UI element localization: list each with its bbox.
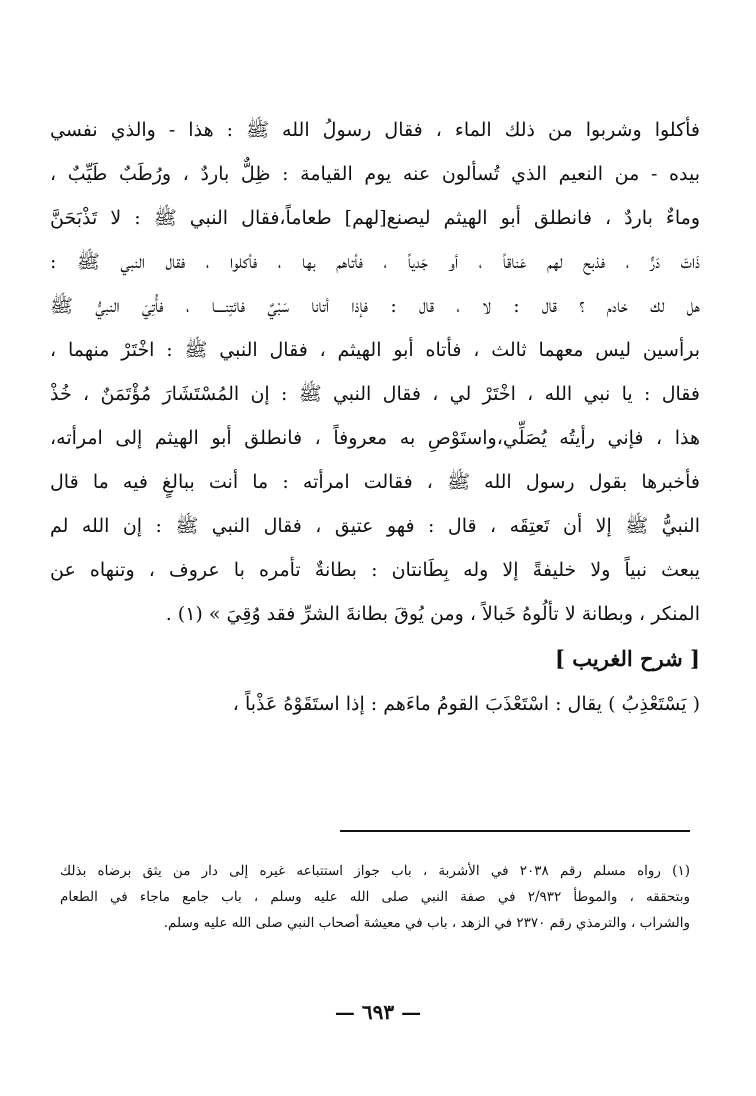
- text-line-1: فأكلوا وشربوا من ذلك الماء ، فقال رسولُ الله ﷺ : هذا - والذي نفسي: [50, 119, 700, 141]
- footnote-line-2: وبتحققه ، والموطأ ٢/٩٣٢ في صفة النبي صلى الله عليه وسلم ، باب جامع ماجاء في الطعام: [60, 889, 690, 905]
- footnote-divider: [340, 830, 690, 832]
- text-line-12: المنكر ، وبطانة لا تألُوهُ خَبالاً ، ومن يُوقَ بطانةَ الشرِّ فقد وُقِيَ » (١) .: [165, 603, 700, 625]
- text-line-5: هل لك خادم ؟ قال : لا ، قال : فإذا أتانا سَبْيٌ فائتِنــــا ، فأُتِيَ النبيُّ ﷺ: [50, 295, 700, 317]
- text-line-3: وماءٌ باردٌ ، فانطلق أبو الهيثم ليصنع[لهم] طعاماً،فقال النبي ﷺ : لا تَذْبَحَنَّ: [50, 207, 700, 229]
- text-line-9: فأخبرها بقول رسول الله ﷺ ، فقالت امرأته : ما أنت ببالغٍ فيه ما قال: [50, 471, 700, 493]
- gharib-entry: ( يَسْتَعْذِبُ ) يقال : اسْتَعْذَبَ القومُ ماءَهم : إذا استَقَوْهُ عَذْباً ،: [232, 693, 700, 715]
- footnote-line-3: والشراب ، والترمذي رقم ٢٣٧٠ في الزهد ، باب في معيشة أصحاب النبي صلى الله عليه وسلم.: [163, 915, 690, 931]
- gharib-heading: [ شرح الغريب ]: [555, 646, 700, 671]
- text-line-7: فقال : يا نبي الله ، اخْتَرْ لي ، فقال النبي ﷺ : إن المُسْتَشَارَ مُؤْتَمَنٌ ، خُذْ: [50, 383, 700, 405]
- footnote-line-1: (١) رواه مسلم رقم ٢٠٣٨ في الأشربة ، باب جواز استتباعه غيره إلى دار من يثق برضاه بذلك: [60, 863, 690, 879]
- text-line-6: برأسين ليس معهما ثالث ، فأتاه أبو الهيثم ، فقال النبي ﷺ : اخْتَرْ منهما ،: [50, 339, 700, 361]
- text-line-10: النبيُّ ﷺ إلا أن تَعتِقَه ، قال : فهو عتيق ، فقال النبي ﷺ : إن الله لم: [50, 515, 700, 537]
- footnotes-block: [60, 858, 690, 936]
- text-line-11: يبعث نبياً ولا خليفةً إلا وله بِطَانتان : بطانةٌ تأمره با عروف ، وتنهاه عن: [50, 559, 700, 581]
- main-text-block: [50, 108, 700, 726]
- text-line-8: هذا ، فإني رأيتُه يُصَلِّي،واستَوْصِ به معروفاً ، فانطلق أبو الهيثم إلى امرأته،: [50, 427, 700, 449]
- page-number: — ٦٩٣ —: [334, 1000, 422, 1024]
- text-line-4: ذَاتَ دَرٍّ ، فذبح لهم عَناقاً ، أو جَدياً ، فأتاهم بها ، فأكلوا ، فقال النبي ﷺ :: [50, 251, 700, 273]
- text-line-2: بيده - من النعيم الذي تُسألون عنه يوم القيامة : ظِلٌّ باردٌ ، ورُطَبٌ طَيِّبٌ ،: [50, 163, 700, 185]
